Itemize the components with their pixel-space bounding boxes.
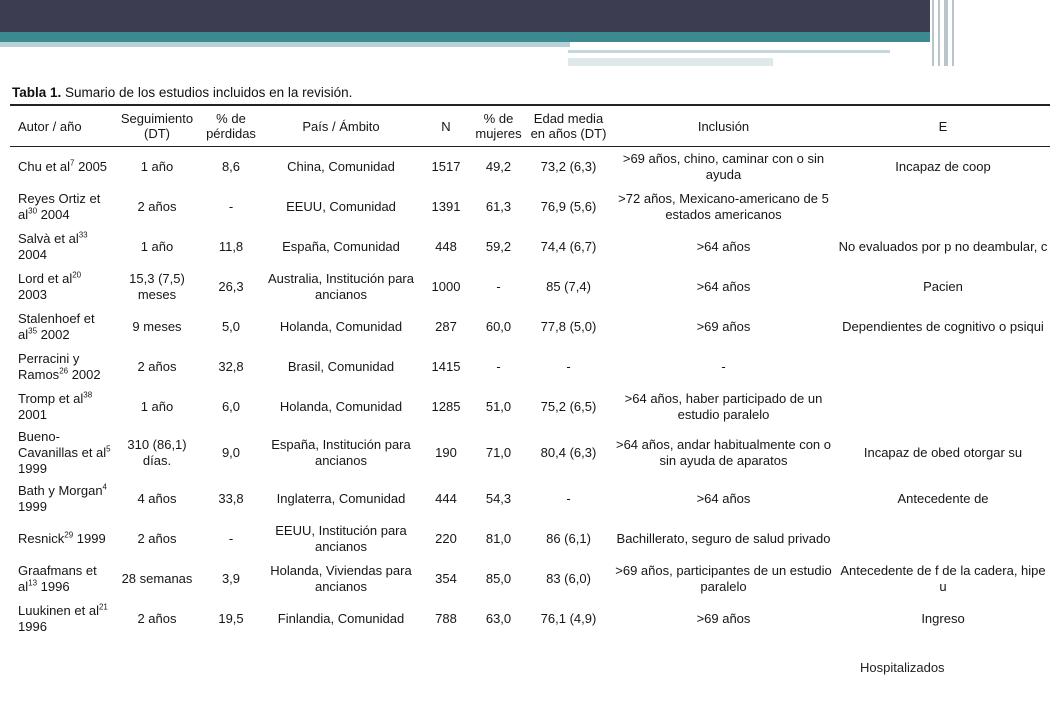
loss-cell: 33,8	[218, 491, 244, 506]
n-cell: 287	[435, 319, 457, 334]
loss-cell: 5,0	[221, 319, 241, 334]
country-cell: EEUU, Comunidad	[286, 199, 396, 214]
age-cell: -	[566, 491, 571, 506]
exclusion-cell: Incapaz de obed otorgar su	[863, 445, 1023, 460]
inclusion-cell: >64 años	[696, 279, 751, 294]
age-cell: 80,4 (6,3)	[540, 445, 597, 460]
header-cell: % de pérdidas	[206, 111, 256, 141]
age-cell: 73,2 (6,3)	[540, 159, 597, 174]
followup-cell: 28 semanas	[121, 571, 193, 586]
loss-cell: 11,8	[218, 239, 244, 254]
loss-cell: 6,0	[221, 399, 241, 414]
author-name: Luukinen et al	[18, 603, 99, 618]
accent-bar-2	[568, 50, 890, 53]
reference-number: 7	[70, 158, 75, 168]
table-container	[10, 82, 1048, 675]
corner-decoration	[930, 0, 960, 66]
loss-cell: 9,0	[221, 445, 241, 460]
women-cell: 81,0	[485, 531, 512, 546]
inclusion-cell: >69 años	[696, 611, 751, 626]
reference-number: 29	[64, 530, 74, 540]
author-name: Lord et al	[18, 271, 73, 286]
n-cell: 1517	[431, 159, 461, 174]
women-cell: 60,0	[485, 319, 512, 334]
n-cell: 1285	[431, 399, 461, 414]
reference-number: 13	[28, 578, 38, 588]
table-row	[10, 267, 1050, 307]
author-cell	[10, 147, 113, 188]
followup-cell: 310 (86,1) días.	[127, 437, 187, 468]
exclusion-cell: Pacien	[923, 279, 963, 294]
n-cell: 220	[435, 531, 457, 546]
exclusion-cell: No evaluados por p no deambular, c	[838, 239, 1048, 254]
accent-bar-1	[0, 42, 570, 47]
title-bar-dark	[0, 0, 930, 32]
author-year: 2003	[18, 287, 47, 302]
header-cell: N	[441, 118, 451, 134]
reference-number: 26	[59, 366, 69, 376]
loss-cell: 26,3	[218, 279, 244, 294]
author-cell	[10, 347, 113, 387]
exclusion-cell	[836, 519, 1050, 559]
table-header-row	[10, 105, 1050, 147]
loss-cell: 19,5	[218, 611, 244, 626]
caption-text: Sumario de los estudios incluidos en la revisión.	[61, 85, 353, 100]
exclusion-cell: Ingreso	[921, 611, 965, 626]
author-cell	[10, 519, 113, 559]
women-cell: 51,0	[485, 399, 512, 414]
author-name: Perracini y Ramos	[18, 351, 80, 382]
inclusion-cell: >64 años, andar habitualmente con o sin ayuda de aparatos	[615, 437, 832, 468]
header-cell: Seguimiento (DT)	[120, 111, 194, 141]
n-cell: 1415	[431, 359, 461, 374]
age-cell: 76,1 (4,9)	[540, 611, 597, 626]
followup-cell: 1 año	[140, 399, 174, 414]
table-row	[10, 427, 1050, 479]
table-row	[10, 479, 1050, 519]
header-cell: País / Ámbito	[302, 118, 380, 134]
author-name: Reyes Ortiz et al	[18, 191, 101, 222]
author-name: Salvà et al	[18, 231, 79, 246]
country-cell: Holanda, Viviendas para ancianos	[270, 563, 412, 594]
caption-label: Tabla 1.	[12, 85, 62, 100]
header-cell: Inclusión	[697, 118, 750, 134]
table-row	[10, 227, 1050, 267]
table-row	[10, 387, 1050, 427]
author-year: 1999	[73, 531, 106, 546]
author-name: Bath y Morgan	[18, 483, 103, 498]
n-cell: 448	[435, 239, 457, 254]
women-cell: 63,0	[485, 611, 512, 626]
header-cell: Autor / año	[18, 118, 82, 134]
exclusion-cell	[836, 187, 1050, 227]
women-cell: -	[496, 279, 501, 294]
inclusion-cell: >69 años, participantes de un estudio paralelo	[615, 563, 832, 594]
country-cell: Holanda, Comunidad	[279, 319, 403, 334]
country-cell: China, Comunidad	[287, 159, 395, 174]
exclusion-cell	[836, 347, 1050, 387]
inclusion-cell: -	[721, 359, 726, 374]
women-cell: 59,2	[485, 239, 512, 254]
followup-cell: 2 años	[137, 531, 177, 546]
loss-cell: 8,6	[221, 159, 241, 174]
country-cell: España, Institución para ancianos	[271, 437, 411, 468]
age-cell: 74,4 (6,7)	[540, 239, 597, 254]
age-cell: 75,2 (6,5)	[540, 399, 597, 414]
country-cell: Holanda, Comunidad	[279, 399, 403, 414]
header-cell: % de mujeres	[475, 111, 522, 141]
followup-cell: 4 años	[137, 491, 177, 506]
country-cell: Finlandia, Comunidad	[277, 611, 405, 626]
cutoff-text: Hospitalizados	[860, 660, 945, 675]
author-cell	[10, 267, 113, 307]
author-name: Chu et al	[18, 159, 71, 174]
loss-cell: -	[228, 531, 234, 546]
author-cell	[10, 387, 113, 427]
country-cell: Brasil, Comunidad	[287, 359, 395, 374]
author-year: 1999	[18, 461, 47, 476]
n-cell: 788	[435, 611, 457, 626]
age-cell: 76,9 (5,6)	[540, 199, 597, 214]
loss-cell: 32,8	[218, 359, 244, 374]
author-cell	[10, 479, 113, 519]
reference-number: 20	[72, 270, 82, 280]
author-year: 2002	[37, 327, 70, 342]
reference-number: 5	[106, 444, 111, 454]
followup-cell: 2 años	[137, 611, 177, 626]
loss-cell: 3,9	[221, 571, 241, 586]
author-cell	[10, 187, 113, 227]
women-cell: 49,2	[485, 159, 512, 174]
country-cell: EEUU, Institución para ancianos	[275, 523, 407, 554]
studies-table	[10, 104, 1050, 639]
women-cell: 61,3	[485, 199, 512, 214]
n-cell: 1000	[431, 279, 461, 294]
exclusion-cell: Antecedente de	[897, 491, 989, 506]
age-cell: 86 (6,1)	[546, 531, 591, 546]
women-cell: 71,0	[485, 445, 512, 460]
table-row	[10, 307, 1050, 347]
inclusion-cell: >64 años	[696, 491, 751, 506]
author-name: Bueno-Cavanillas et al	[18, 429, 107, 460]
inclusion-cell: >64 años	[696, 239, 751, 254]
followup-cell: 9 meses	[132, 319, 182, 334]
author-year: 2004	[37, 207, 70, 222]
women-cell: 85,0	[485, 571, 512, 586]
inclusion-cell: >72 años, Mexicano-americano de 5 estados americanos	[618, 191, 829, 222]
header-cell: Edad media en años (DT)	[530, 111, 607, 141]
author-year: 1996	[18, 619, 47, 634]
author-cell	[10, 307, 113, 347]
country-cell: Australia, Institución para ancianos	[268, 271, 414, 302]
cutoff-row	[10, 660, 960, 675]
author-name: Graafmans et al	[18, 563, 97, 594]
followup-cell: 1 año	[140, 239, 174, 254]
followup-cell: 2 años	[137, 199, 177, 214]
exclusion-cell: Incapaz de coop	[895, 159, 991, 174]
n-cell: 190	[435, 445, 457, 460]
followup-cell: 1 año	[140, 159, 174, 174]
table-row	[10, 187, 1050, 227]
author-cell	[10, 559, 113, 599]
followup-cell: 2 años	[137, 359, 177, 374]
author-year: 2005	[74, 159, 108, 174]
author-year: 2004	[18, 247, 47, 262]
women-cell: 54,3	[485, 491, 512, 506]
age-cell: 83 (6,0)	[546, 571, 591, 586]
author-year: 2001	[18, 407, 47, 422]
title-bar-teal	[0, 32, 930, 42]
author-cell	[10, 599, 113, 639]
accent-bar-3	[568, 58, 773, 66]
table-row	[10, 519, 1050, 559]
age-cell: 77,8 (5,0)	[540, 319, 597, 334]
age-cell: -	[566, 359, 571, 374]
table-row	[10, 599, 1050, 639]
inclusion-cell: >64 años, haber participado de un estudio paralelo	[624, 391, 823, 422]
loss-cell: -	[228, 199, 234, 214]
reference-number: 33	[78, 230, 88, 240]
author-year: 1996	[37, 579, 70, 594]
inclusion-cell: Bachillerato, seguro de salud privado	[616, 531, 831, 546]
reference-number: 38	[83, 390, 93, 400]
table-row	[10, 147, 1050, 188]
table-row	[10, 559, 1050, 599]
n-cell: 1391	[431, 199, 461, 214]
reference-number: 35	[28, 326, 38, 336]
n-cell: 354	[435, 571, 457, 586]
women-cell: -	[496, 359, 501, 374]
inclusion-cell: >69 años	[696, 319, 751, 334]
exclusion-cell: Antecedente de f de la cadera, hipe u	[840, 563, 1046, 594]
author-name: Stalenhoef et al	[18, 311, 95, 342]
exclusion-cell	[836, 387, 1050, 427]
exclusion-cell: Dependientes de cognitivo o psiqui	[842, 319, 1044, 334]
reference-number: 4	[102, 482, 107, 492]
author-cell	[10, 227, 113, 267]
country-cell: Inglaterra, Comunidad	[276, 491, 406, 506]
table-caption	[10, 82, 960, 104]
age-cell: 85 (7,4)	[546, 279, 591, 294]
author-cell	[10, 427, 113, 479]
table-row	[10, 347, 1050, 387]
author-name: Tromp et al	[18, 391, 84, 406]
n-cell: 444	[435, 491, 457, 506]
author-year: 2002	[68, 367, 101, 382]
inclusion-cell: >69 años, chino, caminar con o sin ayuda	[622, 151, 825, 182]
reference-number: 21	[98, 602, 108, 612]
header-cell: E	[938, 118, 948, 134]
followup-cell: 15,3 (7,5) meses	[129, 271, 185, 302]
reference-number: 30	[28, 206, 38, 216]
country-cell: España, Comunidad	[282, 239, 400, 254]
author-year: 1999	[18, 499, 47, 514]
author-name: Resnick	[18, 531, 65, 546]
